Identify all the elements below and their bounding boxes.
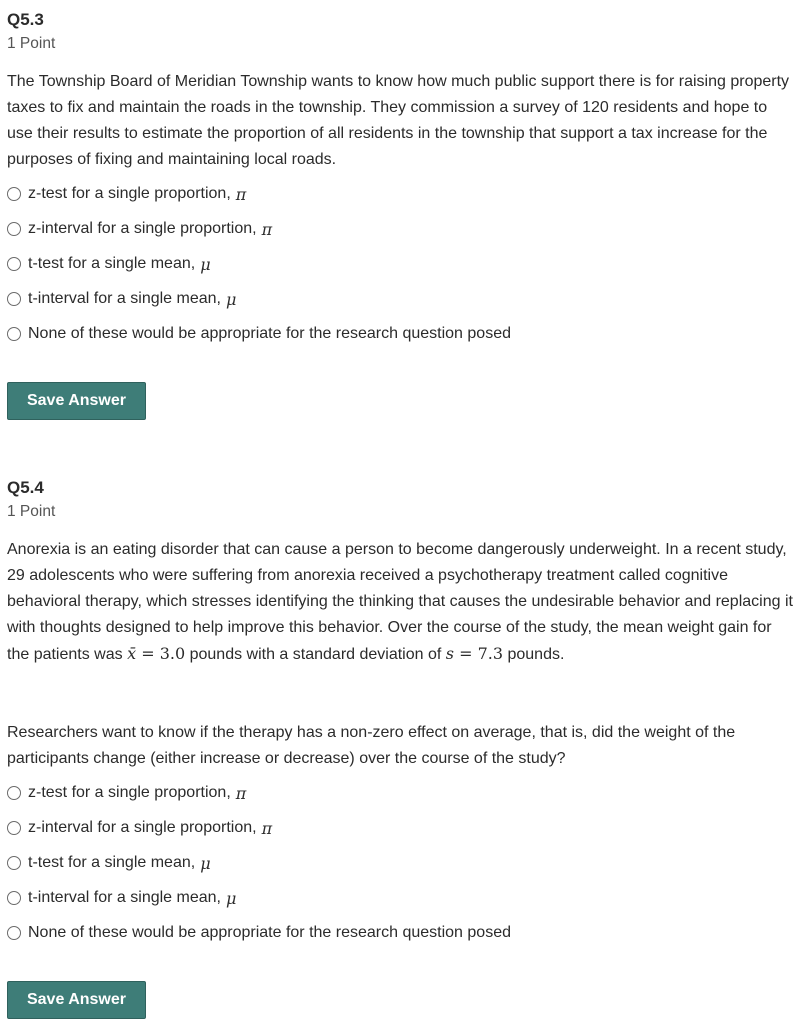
save-answer-button[interactable]: Save Answer [7, 382, 146, 420]
option-z-test-proportion[interactable] [7, 183, 246, 205]
radio-button[interactable] [7, 187, 21, 201]
save-answer-button[interactable]: Save Answer [7, 981, 146, 1019]
option-none[interactable] [7, 922, 511, 944]
option-t-test-mean[interactable] [7, 253, 211, 275]
question-prompt-research: Researchers want to know if the therapy has a non-zero effect on average, that is, did the weight of the participants change (either increase or decrease) over the course of the study? [7, 724, 736, 767]
radio-button[interactable] [7, 926, 21, 940]
xbar-value: 3.0 [159, 644, 186, 663]
s-value: 7.3 [477, 644, 504, 663]
question-points: 1 Point [7, 503, 56, 520]
xbar-equation: x̄ = 3.0 [127, 644, 186, 663]
radio-button[interactable] [7, 821, 21, 835]
radio-button[interactable] [7, 257, 21, 271]
mu-symbol: μ [200, 254, 211, 274]
option-t-test-mean[interactable] [7, 852, 211, 874]
option-z-interval-proportion[interactable] [7, 218, 272, 240]
radio-button[interactable] [7, 856, 21, 870]
option-label: z-test for a single proportion, [28, 185, 231, 202]
option-label: t-test for a single mean, [28, 854, 196, 871]
question-prompt [7, 537, 797, 668]
option-t-interval-mean[interactable] [7, 288, 236, 310]
option-label: z-interval for a single proportion, [28, 819, 257, 836]
prompt-text: pounds. [507, 646, 565, 663]
s-equation: s = 7.3 [445, 644, 504, 663]
question-points: 1 Point [7, 35, 56, 52]
question-title: Q5.3 [7, 10, 44, 29]
radio-button[interactable] [7, 222, 21, 236]
option-t-interval-mean[interactable] [7, 887, 236, 909]
option-z-test-proportion[interactable] [7, 782, 246, 804]
option-label: z-test for a single proportion, [28, 784, 231, 801]
option-label: t-test for a single mean, [28, 255, 196, 272]
xbar-symbol: x̄ [127, 644, 137, 663]
option-z-interval-proportion[interactable] [7, 817, 272, 839]
radio-button[interactable] [7, 786, 21, 800]
s-symbol: s [445, 644, 454, 663]
mu-symbol: μ [200, 853, 211, 873]
option-label: t-interval for a single mean, [28, 889, 221, 906]
radio-button[interactable] [7, 327, 21, 341]
option-label: None of these would be appropriate for the research question posed [28, 325, 511, 342]
prompt-text: pounds with a standard deviation of [189, 646, 442, 663]
option-none[interactable] [7, 323, 511, 345]
radio-button[interactable] [7, 891, 21, 905]
pi-symbol: π [235, 783, 247, 803]
pi-symbol: π [261, 818, 273, 838]
pi-symbol: π [235, 184, 247, 204]
option-label: t-interval for a single mean, [28, 290, 221, 307]
question-title: Q5.4 [7, 478, 44, 497]
radio-button[interactable] [7, 292, 21, 306]
prompt-text: Anorexia is an eating disorder that can cause a person to become dangerously underweight. In a recent study, 29 adolescents who were suffering from anorexia received a psychotherapy treatment called cognitive behavioral therapy, which stresses identifying the thinking that causes the undesirable behavior and replacing it with thoughts designed to help improve this behavior. Over the course of the study, the mean weight gain for the patients was [7, 541, 793, 663]
question-prompt: The Township Board of Meridian Township wants to know how much public support there is for raising property taxes to fix and maintain the roads in the township. They commission a survey of 120 residents and hope to use their results to estimate the proportion of all residents in the township that support a tax increase for the purposes of fixing and maintaining local roads. [7, 73, 790, 168]
option-label: None of these would be appropriate for the research question posed [28, 924, 511, 941]
option-label: z-interval for a single proportion, [28, 220, 257, 237]
mu-symbol: μ [225, 289, 237, 309]
pi-symbol: π [261, 219, 273, 239]
mu-symbol: μ [225, 888, 237, 908]
